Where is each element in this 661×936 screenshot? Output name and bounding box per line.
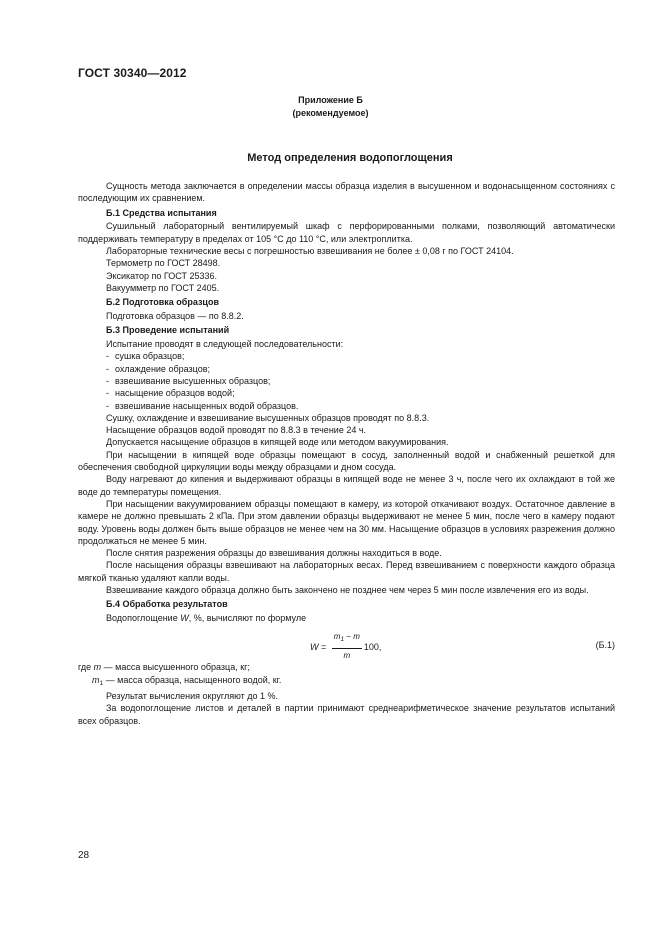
annex-status: (рекомендуемое) [292, 108, 369, 118]
paragraph: После снятия разрежения образцы до взвешивания должны находиться в воде. [106, 548, 442, 559]
intro-paragraph: Сущность метода заключается в определении массы образца изделия в высушенном и водонасыщенном состояниях с последующим их сравнением. [78, 181, 615, 204]
paragraph: Воду нагревают до кипения и выдерживают образцы в кипящей воде не менее 3 ч, после чего их охлаждают в той же воде до температуры помещения. [78, 474, 615, 497]
formula-number: (Б.1) [595, 640, 615, 651]
paragraph: Лабораторные технические весы с погрешностью взвешивания не более ± 0,08 г по ГОСТ 24104. [106, 245, 514, 256]
formula-lhs: W [310, 641, 319, 652]
paragraph: Взвешивание каждого образца должно быть закончено не позднее чем через 5 мин после извлечения его из воды. [106, 585, 589, 595]
paragraph: Допускается насыщение образцов в кипящей воде или методом вакуумирования. [106, 437, 449, 448]
section-heading-b4: Б.4 Обработка результатов [106, 599, 228, 610]
paragraph: Эксикатор по ГОСТ 25336. [106, 270, 217, 281]
paragraph: Вакуумметр по ГОСТ 2405. [106, 282, 220, 293]
paragraph: При насыщении вакуумированием образцы помещают в камеру, из которой откачивают воздух. Остаточное давление в камере не должно превышать 2 кПа. При этом давлении образцы выдерживают не менее 5 мин, после чего в камеру подают воду. Уровень воды должен быть выше образцов не менее чем на 30 мм. Насыщение образцов в условиях разрежения должно продолжаться не менее 5 мин. [78, 498, 615, 546]
where-line: $m_1$ — масса образца, насыщенного водой, кг. [92, 674, 282, 687]
paragraph: Испытание проводят в следующей последовательности: [106, 339, 344, 350]
formula [310, 631, 381, 662]
paragraph: Сушку, охлаждение и взвешивание высушенных образцов проводят по 8.8.3. [106, 412, 430, 423]
formula-row [78, 628, 615, 658]
section-heading-b3: Б.3 Проведение испытаний [106, 325, 230, 336]
annex-label: Приложение Б [298, 95, 363, 105]
paragraph: Насыщение образцов водой проводят по 8.8.3 в течение 24 ч. [106, 425, 367, 436]
list-item: - насыщение образцов водой; [106, 388, 235, 399]
formula-fraction [332, 631, 362, 662]
formula-equals: = [318, 641, 329, 652]
section-heading-b2: Б.2 Подготовка образцов [106, 297, 219, 308]
paragraph: Термометр по ГОСТ 28498. [106, 258, 221, 269]
paragraph: При насыщении в кипящей воде образцы помещают в сосуд, заполненный водой и снабженный решеткой для обеспечения свободной циркуляции воды между образцами и дном сосуда. [78, 449, 615, 473]
list-item: - сушка образцов; [106, 351, 185, 362]
section-heading-b1: Б.1 Средства испытания [106, 207, 217, 218]
section-title: Метод определения водопоглощения [247, 152, 453, 164]
page-number: 28 [78, 850, 90, 861]
paragraph: После насыщения образцы взвешивают на лабораторных весах. Перед взвешиванием с поверхности каждого образца мягкой тканью удаляют капли воды. [78, 560, 615, 583]
document-body [78, 180, 615, 727]
list-item: - взвешивание высушенных образцов; [106, 375, 271, 386]
paragraph: За водопоглощение листов и деталей в партии принимают среднеарифметическое значение результатов испытаний всех образцов. [78, 703, 615, 726]
formula-multiplier: 100, [363, 641, 382, 652]
document-header: ГОСТ 30340—2012 [78, 66, 187, 80]
formula-numerator: $m_1 - m$ [332, 631, 362, 648]
list-item: - охлаждение образцов; [106, 363, 210, 374]
paragraph: Результат вычисления округляют до 1 %. [106, 690, 279, 701]
formula-denominator: m [343, 650, 351, 660]
paragraph: Подготовка образцов — по 8.8.2. [106, 310, 244, 321]
list-item: - взвешивание насыщенных водой образцов. [106, 400, 299, 411]
paragraph: Водопоглощение W, %, вычисляют по формуле [106, 613, 307, 624]
where-line: где m — масса высушенного образца, кг; [78, 662, 250, 673]
paragraph: Сушильный лабораторный вентилируемый шкаф с перфорированными полками, позволяющий автоматически поддерживать температуру в пределах от 105 °С до 110 °С, или электроплитка. [78, 221, 615, 244]
